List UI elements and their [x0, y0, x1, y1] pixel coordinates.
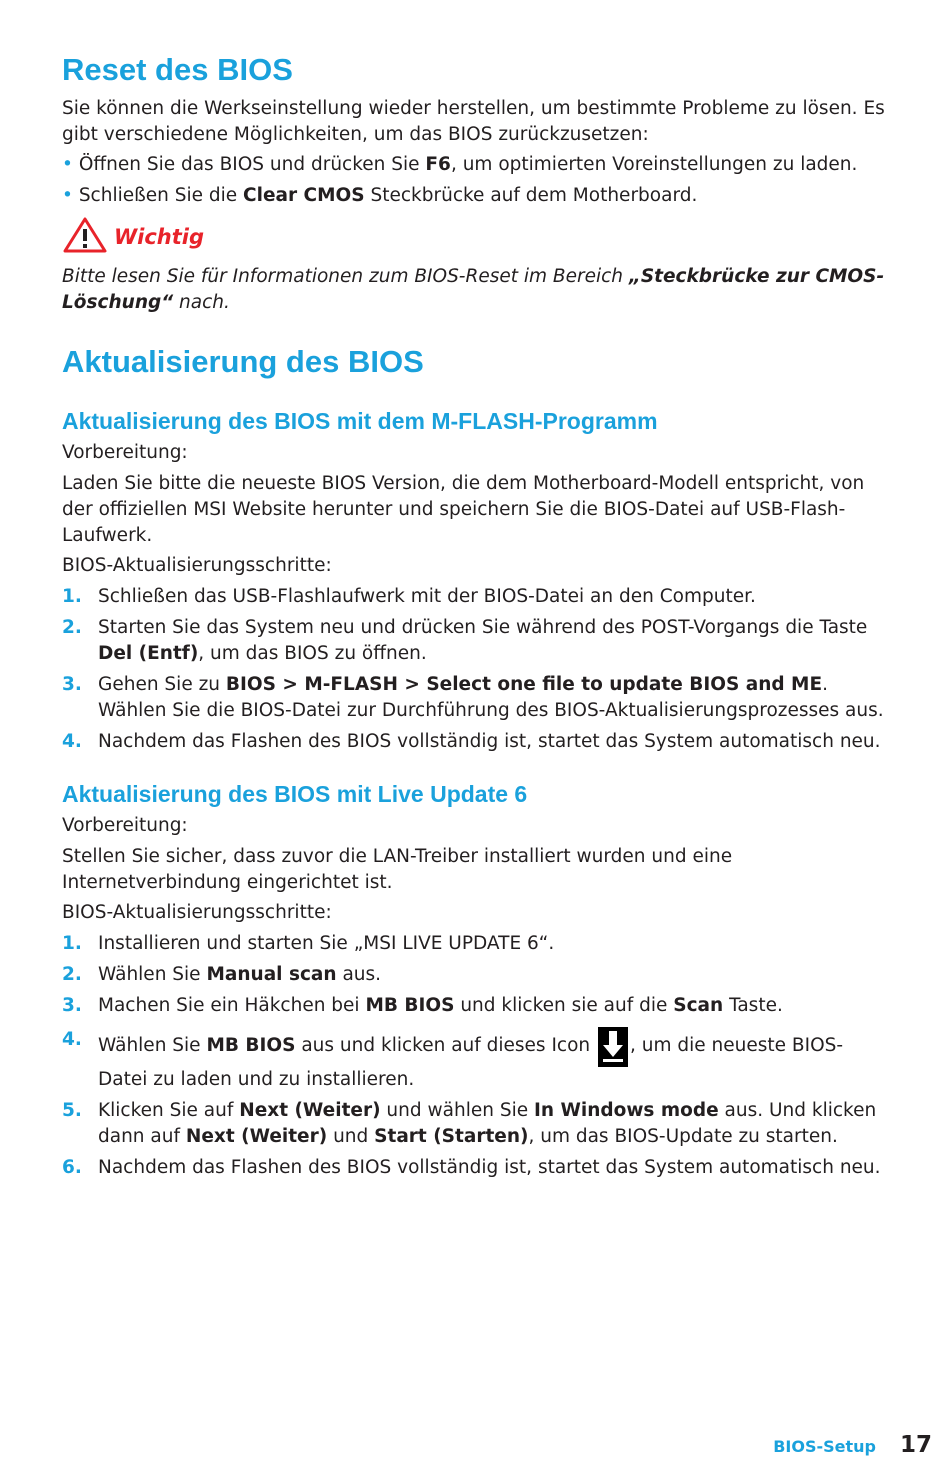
reset-bullet-f6: • Öffnen Sie das BIOS und drücken Sie F6, um optimierten Voreinstellungen zu laden. [62, 154, 858, 175]
list-item: 4. Wählen Sie MB BIOS aus und klicken auf dieses Icon , um die neueste BIOS-Datei zu laden und zu installieren. [62, 1029, 844, 1090]
mflash-steps [62, 584, 892, 755]
page-number: 17 [899, 1432, 932, 1458]
mflash-prep-label: Vorbereitung: [62, 442, 188, 463]
list-item: 6. Nachdem das Flashen des BIOS vollständig ist, startet das System automatisch neu. [62, 1157, 881, 1178]
list-item: 3. Gehen Sie zu BIOS > M-FLASH > Select one file to update BIOS and ME. Wählen Sie die BIOS-Datei zur Durchführung des BIOS-Aktualisierungsprozesses aus. [62, 674, 884, 721]
update-title: Aktualisierung des BIOS [62, 344, 424, 379]
list-item: 2. Starten Sie das System neu und drücken Sie während des POST-Vorgangs die Taste Del (Entf), um das BIOS zu öffnen. [62, 617, 868, 664]
warning-triangle-icon [62, 216, 114, 258]
list-item: 3. Machen Sie ein Häkchen bei MB BIOS und klicken sie auf die Scan Taste. [62, 995, 783, 1016]
reset-bullet-cmos: • Schließen Sie die Clear CMOS Steckbrücke auf dem Motherboard. [62, 185, 698, 206]
list-item: 1. Schließen das USB-Flashlaufwerk mit der BIOS-Datei an den Computer. [62, 586, 756, 607]
live-update-title: Aktualisierung des BIOS mit Live Update 6 [62, 781, 528, 807]
note-title: Wichtig [114, 225, 205, 249]
live-prep-label: Vorbereitung: [62, 815, 188, 836]
mflash-title: Aktualisierung des BIOS mit dem M-FLASH-Programm [62, 408, 658, 434]
live-steps [62, 931, 892, 1181]
mflash-prep-text: Laden Sie bitte die neueste BIOS Version, die dem Motherboard-Modell entspricht, von der offiziellen MSI Website herunter und speichern Sie die BIOS-Datei auf USB-Flash-Laufwerk. [62, 473, 865, 546]
live-prep-text: Stellen Sie sicher, dass zuvor die LAN-Treiber installiert wurden und eine Internetverbindung eingerichtet ist. [62, 846, 733, 893]
download-arrow-icon [598, 1027, 628, 1067]
footer-section-label: BIOS-Setup [773, 1437, 876, 1456]
note-header [62, 215, 892, 259]
list-item: 5. Klicken Sie auf Next (Weiter) und wählen Sie In Windows mode aus. Und klicken dann auf Next (Weiter) und Start (Starten), um das BIOS-Update zu starten. [62, 1100, 877, 1147]
list-item: 4. Nachdem das Flashen des BIOS vollständig ist, startet das System automatisch neu. [62, 731, 881, 752]
list-item: 1. Installieren und starten Sie „MSI LIVE UPDATE 6“. [62, 933, 555, 954]
live-steps-label: BIOS-Aktualisierungsschritte: [62, 902, 332, 923]
bullet-dot-icon: • [62, 154, 73, 175]
list-item: 2. Wählen Sie Manual scan aus. [62, 964, 382, 985]
bullet-dot-icon: • [62, 185, 73, 206]
mflash-steps-label: BIOS-Aktualisierungsschritte: [62, 555, 332, 576]
reset-intro: Sie können die Werkseinstellung wieder herstellen, um bestimmte Probleme zu lösen. Es gibt verschiedene Möglichkeiten, um das BIOS zurückzusetzen: [62, 98, 885, 145]
note-text: Bitte lesen Sie für Informationen zum BIOS-Reset im Bereich „Steckbrücke zur CMOS-Löschung“ nach. [62, 266, 885, 313]
page-footer [773, 1432, 932, 1458]
page-content [62, 50, 892, 1181]
reset-title: Reset des BIOS [62, 52, 293, 87]
